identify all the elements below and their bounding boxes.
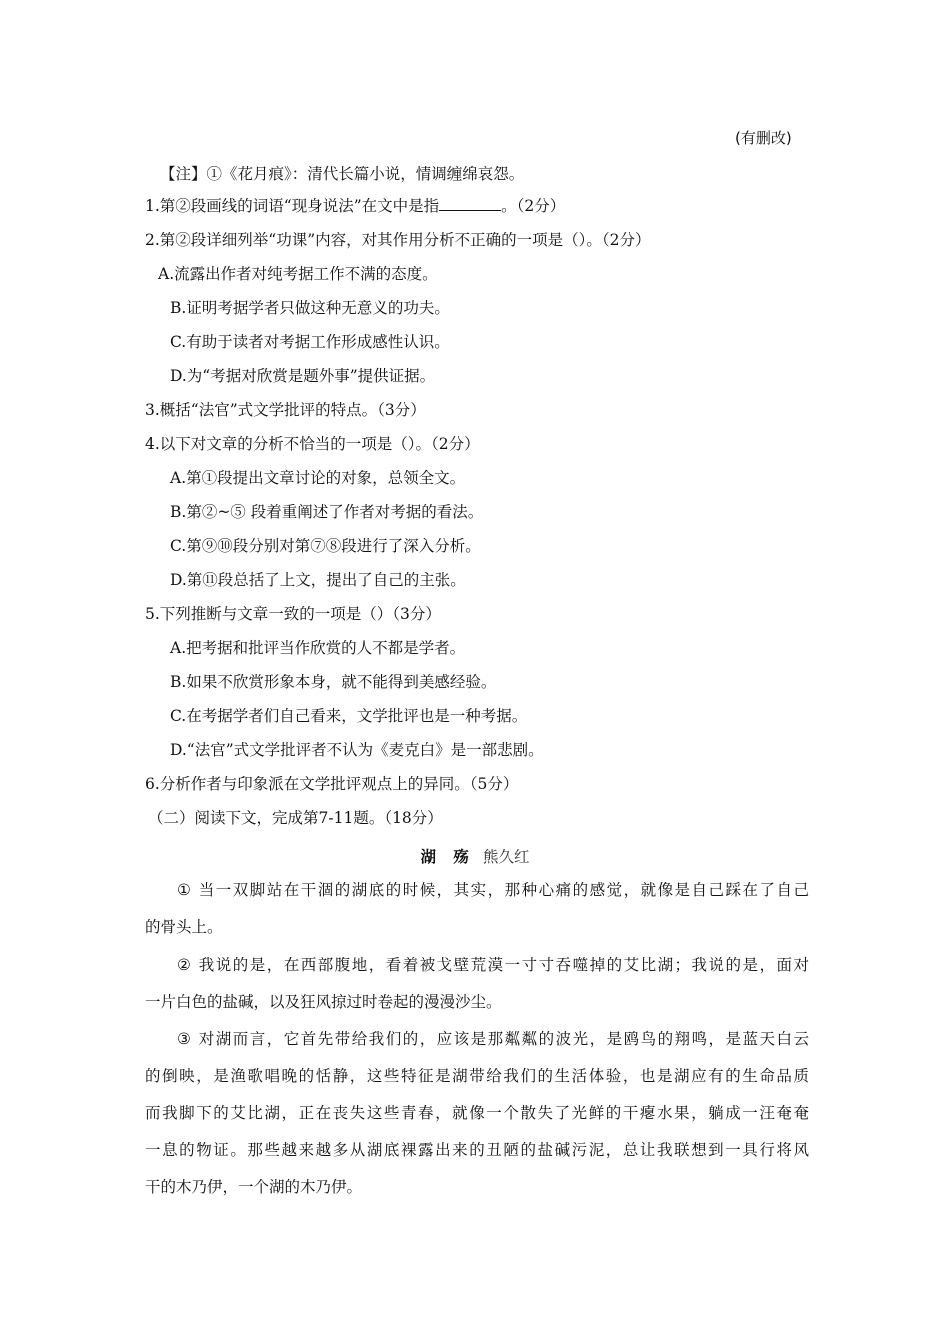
option-d: D.“法官”式文学批评者不认为《麦克白》是一部悲剧。 — [170, 741, 544, 759]
paragraph-line: ① 当一双脚站在干涸的湖底的时候，其实，那种心痛的感觉，就像是自己踩在了自己 — [177, 881, 809, 899]
option-b: B.证明考据学者只做这种无意义的功夫。 — [170, 299, 450, 317]
article-title-line — [0, 845, 950, 867]
paragraph-line: 一息的物证。那些越来越多从湖底裸露出来的丑陋的盐碱污泥，总让我联想到一具行将风 — [145, 1141, 809, 1159]
question-3: 3.概括“法官”式文学批评的特点。（3分） — [145, 401, 426, 419]
paragraph-line: ② 我说的是，在西部腹地，看着被戈壁荒漠一寸寸吞噬掉的艾比湖；我说的是，面对 — [177, 956, 809, 974]
question-6: 6.分析作者与印象派在文学批评观点上的异同。（5分） — [145, 775, 519, 793]
option-c: C.第⑨⑩段分别对第⑦⑧段进行了深入分析。 — [170, 537, 481, 555]
option-a: A.第①段提出文章讨论的对象，总领全文。 — [170, 469, 466, 487]
article-author: 熊久红 — [482, 848, 530, 866]
option-d: D.第⑪段总括了上文，提出了自己的主张。 — [170, 571, 466, 589]
question-1-text: 1.第②段画线的词语“现身说法”在文中是指 — [145, 197, 440, 215]
section-heading: （二）阅读下文，完成第7-11题。（18分） — [148, 809, 443, 827]
paragraph-line: ③ 对湖而言，它首先带给我们的，应该是那粼粼的波光，是鸥鸟的翔鸣，是蓝天白云 — [177, 1030, 809, 1048]
article-title: 湖 殇 — [420, 848, 475, 866]
paragraph-line: 一片白色的盐碱，以及狂风掠过时卷起的漫漫沙尘。 — [145, 993, 502, 1011]
footnote: 【注】①《花月痕》：清代长篇小说，情调缠绵哀怨。 — [160, 165, 525, 183]
question-5: 5.下列推断与文章一致的一项是（）（3分） — [145, 605, 441, 623]
option-c: C.有助于读者对考据工作形成感性认识。 — [170, 333, 450, 351]
option-a: A.流露出作者对纯考据工作不满的态度。 — [158, 265, 438, 283]
paragraph-line: 而我脚下的艾比湖，正在丧失这些青春，就像一个散失了光鲜的干瘪水果，躺成一汪奄奄 — [145, 1104, 809, 1122]
option-c: C.在考据学者们自己看来，文学批评也是一种考据。 — [170, 707, 528, 725]
question-1 — [145, 196, 565, 216]
revision-note: (有删改) — [735, 129, 792, 147]
option-d: D.为“考据对欣赏是题外事”提供证据。 — [170, 367, 436, 385]
paragraph-line: 的倒映，是渔歌唱晚的恬静，这些特征是湖带给我们的生活体验，也是湖应有的生命品质 — [145, 1067, 809, 1085]
paragraph-line: 的骨头上。 — [145, 918, 223, 936]
option-b: B.如果不欣赏形象本身，就不能得到美感经验。 — [170, 673, 497, 691]
paragraph-line: 干的木乃伊，一个湖的木乃伊。 — [145, 1178, 363, 1196]
question-1-score: 。（2分） — [501, 197, 566, 215]
answer-blank — [439, 196, 501, 211]
option-a: A.把考据和批评当作欣赏的人不都是学者。 — [170, 639, 466, 657]
option-b: B.第②~⑤ 段着重阐述了作者对考据的看法。 — [170, 503, 484, 521]
question-2: 2.第②段详细列举“功课”内容，对其作用分析不正确的一项是（）。（2分） — [145, 231, 651, 249]
question-4: 4.以下对文章的分析不恰当的一项是（）。（2分） — [145, 435, 480, 453]
